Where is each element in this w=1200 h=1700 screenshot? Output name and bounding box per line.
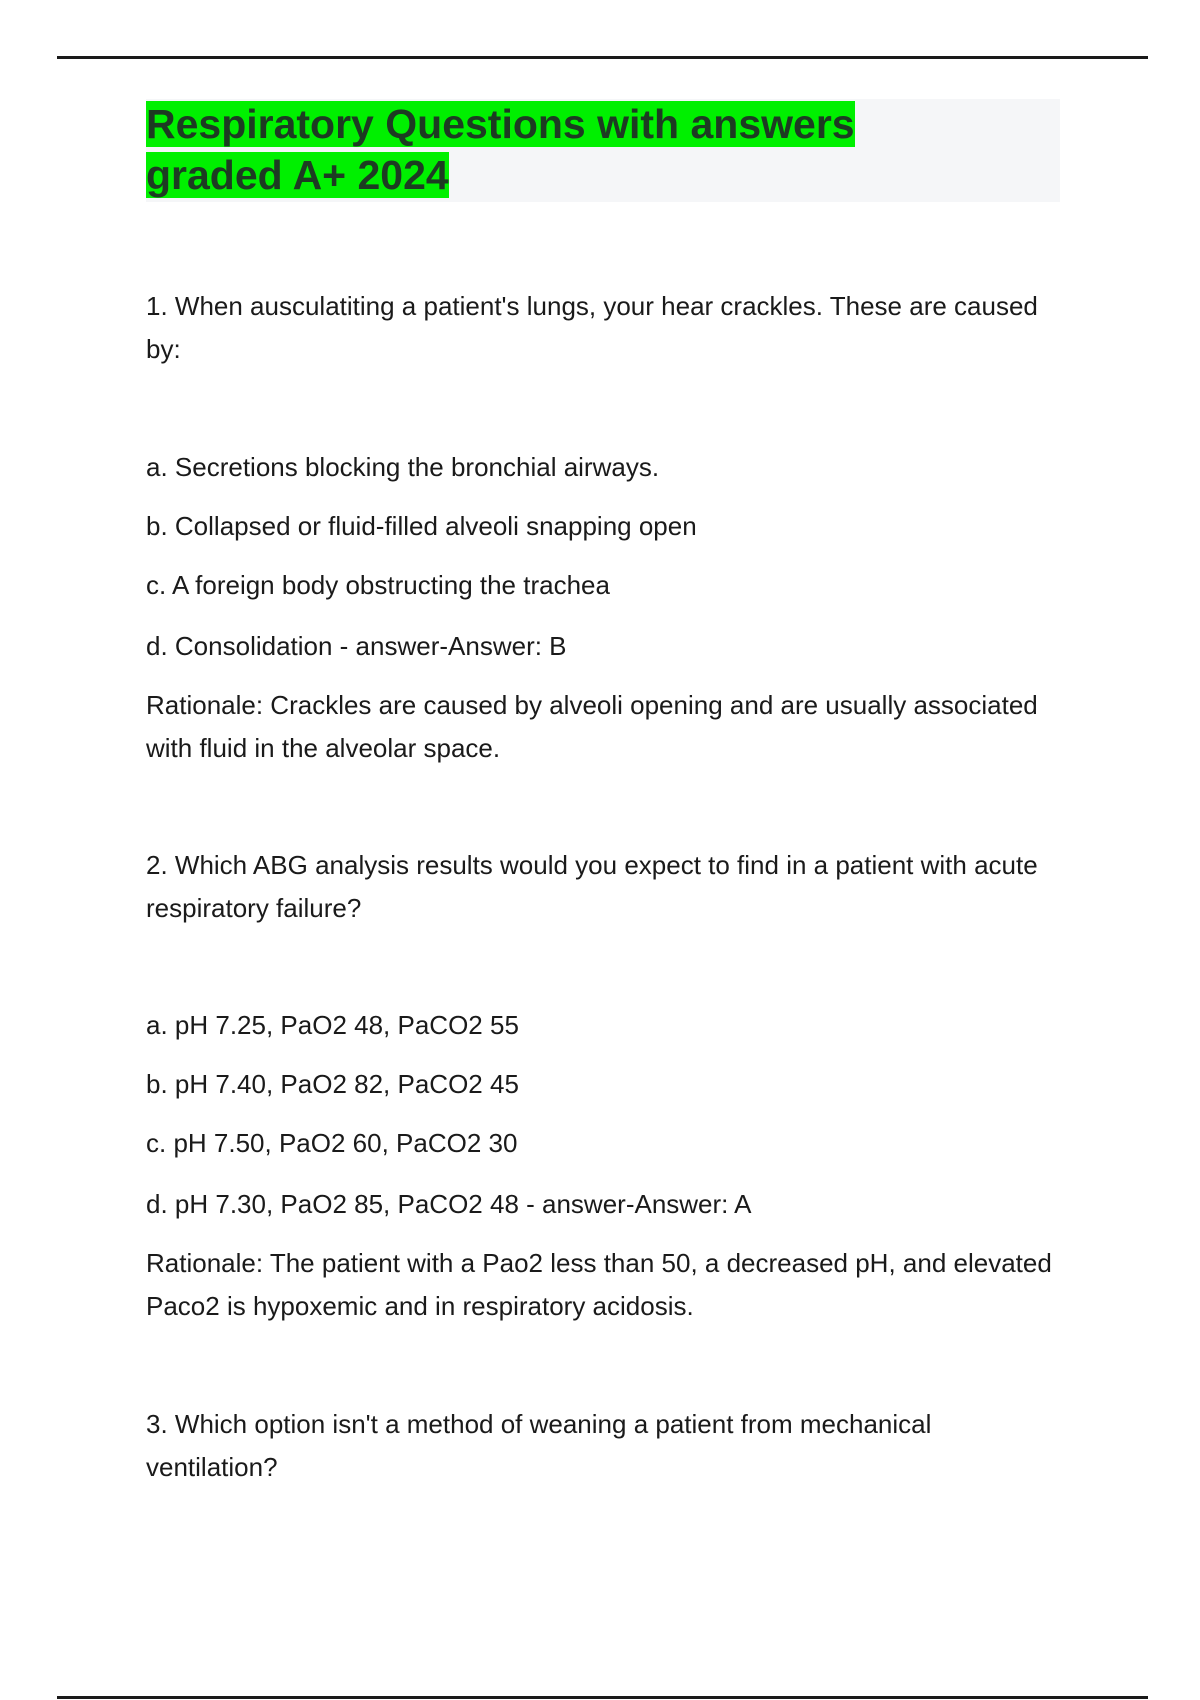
q2-rationale: Rationale: The patient with a Pao2 less than 50, a decreased pH, and elevated Paco2 is hypoxemic and in respiratory acidosis. [146,1248,1052,1321]
question-3: 3. Which option isn't a method of weaning a patient from mechanical ventilation? [146,1409,932,1482]
question-1: 1. When ausculatiting a patient's lungs, your hear crackles. These are caused by: [146,291,1038,364]
q2-option-a: a. pH 7.25, PaO2 48, PaCO2 55 [146,1010,519,1040]
q2-option-b: b. pH 7.40, PaO2 82, PaCO2 45 [146,1069,519,1099]
document-title [146,99,946,201]
q1-rationale: Rationale: Crackles are caused by alveoli opening and are usually associated with fluid in the alveolar space. [146,690,1038,763]
top-rule [57,56,1148,59]
q1-option-b: b. Collapsed or fluid-filled alveoli snapping open [146,511,697,541]
question-2: 2. Which ABG analysis results would you expect to find in a patient with acute respiratory failure? [146,850,1038,923]
q1-option-c: c. A foreign body obstructing the trachea [146,570,610,600]
bottom-rule [57,1696,1148,1699]
title-text: Respiratory Questions with answers graded A+ 2024 [146,101,855,198]
q1-option-a: a. Secretions blocking the bronchial airways. [146,452,660,482]
q2-option-c: c. pH 7.50, PaO2 60, PaCO2 30 [146,1128,518,1158]
q2-option-d: d. pH 7.30, PaO2 85, PaCO2 48 - answer-Answer: A [146,1189,752,1219]
q1-option-d: d. Consolidation - answer-Answer: B [146,631,567,661]
